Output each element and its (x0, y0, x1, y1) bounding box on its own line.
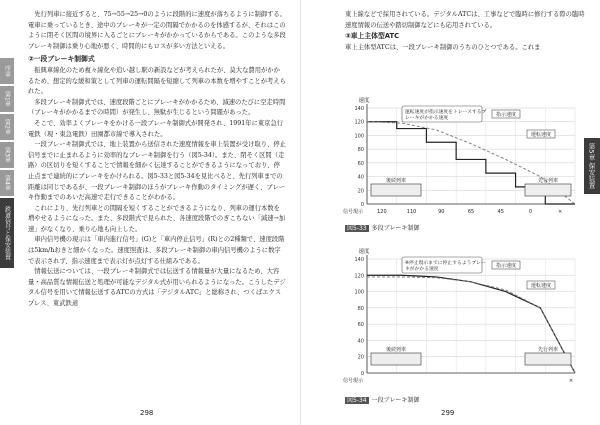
figure-caption (345, 395, 419, 404)
y-tick-label: 60 (357, 322, 364, 329)
paragraph: 情報伝送については、一段ブレーキ制御式では伝送する情報量が大量になるため、大容量・高品質な情報伝送と処理が可能なデジタル式が用いられるようになった。こうしたデジタル信号を用いて情報伝送するATCの方式は「デジタルATC」と総称され、つくばエクスプレス、東武鉄道 (28, 268, 286, 308)
annotation-text: ※停止現示までに停止するようブレー (405, 261, 486, 266)
chart-marks (367, 106, 575, 204)
paragraph: 一段ブレーキ制御式では、地上装置から送信された速度情報を車上装置が受け取り、停止信号までに止まれるように効率的なブレーキ制御を行う（図5-34）。また、閉そく区間（走路）の区切りを短くすることで情報を細かく伝達することができるようになっており、停止点まで連続的にブレーキをかけられる。図5-33と図5-34を見比べると、先行列車までの距離は同じであるが、一段ブレーキ制御のほうがブレーキ作動のタイミングが遅く、ブレーキ作動までのあいだ高速で走行できることがわかる。 (28, 141, 286, 202)
train-label: 後続列車 (385, 178, 407, 184)
figure-title: 多段ブレーキ制御 (371, 225, 420, 232)
paragraph: 多段ブレーキ制御式では、速度段階ごとにブレーキがかかるため、減速のたびに空走時間（ブレーキがかかるまでの時間）が発生し、無駄が生じるという問題があった。 (28, 98, 286, 117)
section-heading: ②一段ブレーキ制御式 (28, 55, 95, 64)
figure-5-34-chart (342, 233, 581, 393)
y-tick-label: 40 (357, 338, 364, 345)
side-tab[interactable]: 第2章 (0, 114, 14, 140)
figure-5-33-chart (342, 86, 581, 221)
left-body-text (28, 10, 286, 310)
y-tick-label: 140 (354, 257, 364, 263)
train-label: 後続列車 (385, 347, 407, 353)
y-tick-label: 140 (354, 106, 364, 112)
y-axis-label: 速度 (358, 98, 370, 104)
side-tab[interactable]: 第1章 (0, 86, 14, 112)
y-tick-label: 20 (357, 188, 364, 195)
paragraph: 東上線などで採用されている。デジタルATCは、工事などで臨時に修行する際の臨時速度情報の伝送や踏切制御などにも応用されている。 (345, 11, 585, 29)
x-tick-label: 0 (528, 209, 533, 215)
chapter-tab[interactable]: 第5章 保安装置 (584, 138, 600, 194)
x-axis-label: 信号現示 (342, 209, 363, 215)
side-tab[interactable]: 第4章 (0, 170, 14, 196)
side-tabs (0, 58, 14, 270)
train-label: 先行列車 (537, 178, 559, 184)
paragraph: これにより、先行列車との間隔を短くすることができるようになり、列車の運行本数を増やせるようになった。また、多段階式で見られた、各速度段階でのぎこちない「減速→加速」がなくなり、乗り心地も向上した。 (28, 204, 286, 233)
y-tick-label: 0 (360, 202, 364, 208)
train-label: 先行列車 (537, 347, 559, 353)
annotation-text: 運転速度が指示速度をトレースするブ (405, 110, 487, 115)
annotation-text: レーキがかかる速度 (405, 116, 449, 121)
side-tab-active[interactable]: 鉄道信号と保安装置 (0, 198, 14, 268)
right-page (300, 0, 600, 425)
paragraph: そこで、効率よくブレーキをかける一段ブレーキ制御式が開発され、1991年に東京急行電鉄（現・東急電鉄）田園都市線で導入された。 (28, 119, 284, 138)
y-tick-label: 20 (357, 354, 364, 361)
train-follow-icon (371, 353, 421, 365)
y-tick-label: 100 (354, 133, 364, 140)
side-tab[interactable]: 第3章 (0, 142, 14, 168)
train-lead-icon (525, 184, 571, 196)
paragraph: 先行列車に接近すると、75→55→25→0のように段階的に速度が落ちるように制御する。電車に乗っているとき、途中のブレーキが一定の間隔でかかるのを体感するが、それはこのように閉そく区間の境界に入るごとにブレーキがかかっているからである。このような多段ブレーキ制御は乗り心地が悪く、時間的にもロスが多い方法といえる。 (28, 11, 286, 50)
x-tick-label: 45 (497, 209, 504, 215)
x-tick-label: 110 (406, 209, 417, 215)
chart-marks (367, 257, 575, 373)
paragraph: 車上主体型ATCは、一段ブレーキ制御のうちのひとつである。これま (345, 43, 541, 51)
y-tick-label: 120 (354, 119, 364, 126)
y-tick-label: 0 (360, 371, 364, 377)
x-tick-label: × (558, 209, 563, 215)
paragraph: 振興車線化のため複々線化や追い越し駅の新設などが考えられたが、莫大な費用がかかるため、想定的な緩和策として列車の運転間隔を短縮して列車の本数を増やすことが考えられた。 (28, 66, 286, 96)
x-tick-label: 65 (467, 209, 475, 215)
series-label: 運転速度 (530, 283, 552, 289)
y-axis-label: 速度 (358, 249, 370, 255)
page-number: 299 (441, 409, 455, 417)
y-tick-label: 40 (357, 174, 364, 181)
figure-number: 図5-34 (347, 397, 367, 404)
series-label: 指示速度 (495, 112, 517, 118)
train-follow-icon (371, 184, 421, 196)
figure-title: 一段ブレーキ制御 (371, 397, 420, 404)
section-heading: ③車上主体型ATC (345, 32, 400, 41)
y-tick-label: 80 (357, 305, 364, 312)
page-number: 298 (140, 409, 154, 417)
x-tick-label: 120 (377, 209, 387, 215)
y-tick-label: 80 (357, 147, 364, 154)
figure-caption (345, 223, 419, 232)
paragraph: 車内信号機の現示は「車内進行信号」(G)と「車内停止信号」(R)との2種類で、速度段階は5km/hおきと細かくなった。速度照査は、多段ブレーキ制御の車内信号機のように数字で表示されず、指示速度まで表示灯が点灯する仕組みである。 (28, 236, 285, 265)
x-axis-label: 信号現示 (342, 378, 363, 384)
y-tick-label: 120 (354, 273, 364, 280)
figure-number: 図5-33 (347, 225, 367, 232)
series-label: 運転速度 (530, 132, 552, 138)
side-tab[interactable]: 序章 (0, 58, 14, 84)
x-tick-label: × (568, 378, 574, 384)
y-tick-label: 100 (354, 289, 364, 296)
train-lead-icon (525, 353, 571, 365)
y-tick-label: 60 (357, 160, 364, 167)
annotation-text: キがかかる速度 (405, 267, 439, 272)
right-body-text (345, 10, 585, 53)
series-label: 指示速度 (495, 263, 517, 269)
x-tick-label: 90 (438, 209, 445, 215)
